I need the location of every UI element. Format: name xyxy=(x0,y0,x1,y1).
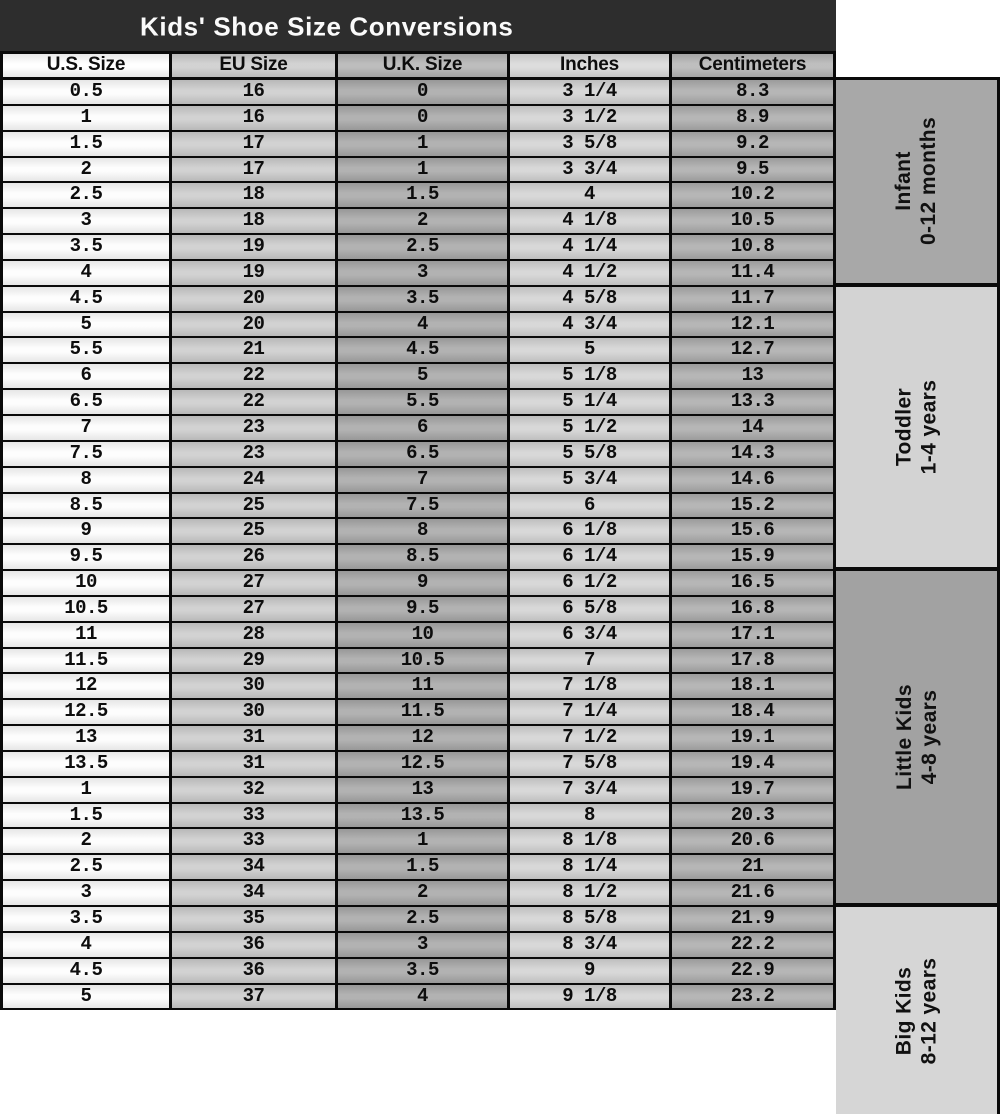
col-header-centimeters: Centimeters xyxy=(672,54,836,80)
table-cell: 9 xyxy=(338,571,510,597)
table-cell: 6 1/4 xyxy=(510,545,672,571)
age-band-text xyxy=(892,684,942,790)
table-cell: 10.5 xyxy=(3,597,172,623)
table-cell: 12 xyxy=(338,726,510,752)
table-cell: 30 xyxy=(172,700,338,726)
table-cell: 1.5 xyxy=(3,804,172,830)
table-cell: 15.6 xyxy=(672,519,836,545)
table-cell: 7 xyxy=(338,468,510,494)
table-cell: 31 xyxy=(172,726,338,752)
table-cell: 29 xyxy=(172,649,338,675)
table-cell: 11 xyxy=(338,674,510,700)
table-cell: 4 xyxy=(3,933,172,959)
table-cell: 5 5/8 xyxy=(510,442,672,468)
table-cell: 3 1/4 xyxy=(510,80,672,106)
table-cell: 17 xyxy=(172,158,338,184)
table-cell: 0 xyxy=(338,106,510,132)
table-cell: 19.1 xyxy=(672,726,836,752)
table-cell: 8 xyxy=(510,804,672,830)
table-cell: 9 xyxy=(3,519,172,545)
table-cell: 25 xyxy=(172,494,338,520)
table-cell: 5 3/4 xyxy=(510,468,672,494)
table-cell: 1 xyxy=(3,778,172,804)
table-cell: 13.3 xyxy=(672,390,836,416)
table-cell: 8 1/4 xyxy=(510,855,672,881)
table-cell: 20 xyxy=(172,313,338,339)
table-cell: 3.5 xyxy=(3,235,172,261)
table-cell: 6 xyxy=(338,416,510,442)
table-cell: 12.5 xyxy=(3,700,172,726)
table-cell: 10.5 xyxy=(672,209,836,235)
table-cell: 6 xyxy=(510,494,672,520)
table-cell: 21 xyxy=(172,338,338,364)
col-header-eu-size: EU Size xyxy=(172,54,338,80)
table-cell: 16 xyxy=(172,80,338,106)
table-cell: 2.5 xyxy=(3,855,172,881)
table-cell: 4 xyxy=(338,313,510,339)
table-cell: 4 3/4 xyxy=(510,313,672,339)
table-cell: 5 xyxy=(3,985,172,1011)
table-cell: 13.5 xyxy=(3,752,172,778)
table-cell: 3 3/4 xyxy=(510,158,672,184)
table-cell: 13 xyxy=(338,778,510,804)
table-cell: 26 xyxy=(172,545,338,571)
table-cell: 12.5 xyxy=(338,752,510,778)
table-cell: 8 1/2 xyxy=(510,881,672,907)
table-cell: 12.7 xyxy=(672,338,836,364)
age-band-range: 0-12 months xyxy=(917,117,941,246)
table-cell: 5 1/2 xyxy=(510,416,672,442)
table-cell: 1 xyxy=(3,106,172,132)
table-cell: 22 xyxy=(172,390,338,416)
table-cell: 14.6 xyxy=(672,468,836,494)
age-band-range: 1-4 years xyxy=(917,379,941,475)
table-cell: 4 1/8 xyxy=(510,209,672,235)
table-cell: 5.5 xyxy=(338,390,510,416)
table-cell: 17 xyxy=(172,132,338,158)
table-cell: 35 xyxy=(172,907,338,933)
table-cell: 7 xyxy=(510,649,672,675)
table-cell: 6.5 xyxy=(3,390,172,416)
table-cell: 6 1/2 xyxy=(510,571,672,597)
table-cell: 18.1 xyxy=(672,674,836,700)
table-cell: 10.8 xyxy=(672,235,836,261)
table-cell: 4.5 xyxy=(338,338,510,364)
table-cell: 6 1/8 xyxy=(510,519,672,545)
table-cell: 3 xyxy=(338,261,510,287)
age-band-infant xyxy=(836,80,1000,287)
table-cell: 7.5 xyxy=(3,442,172,468)
age-band-range: 8-12 years xyxy=(917,957,941,1064)
table-cell: 32 xyxy=(172,778,338,804)
table-cell: 1.5 xyxy=(338,183,510,209)
table-cell: 16.5 xyxy=(672,571,836,597)
table-cell: 7 xyxy=(3,416,172,442)
table-cell: 8.5 xyxy=(338,545,510,571)
table-cell: 8 5/8 xyxy=(510,907,672,933)
age-band-little-kids xyxy=(836,571,1000,907)
table-cell: 23 xyxy=(172,442,338,468)
table-cell: 1.5 xyxy=(338,855,510,881)
age-band-big-kids xyxy=(836,907,1000,1114)
table-cell: 14.3 xyxy=(672,442,836,468)
table-cell: 5 xyxy=(338,364,510,390)
table-cell: 9 1/8 xyxy=(510,985,672,1011)
table-cell: 2 xyxy=(338,209,510,235)
table-cell: 10.2 xyxy=(672,183,836,209)
table-cell: 3.5 xyxy=(338,287,510,313)
table-cell: 8 xyxy=(3,468,172,494)
table-cell: 2 xyxy=(3,829,172,855)
table-cell: 3 xyxy=(338,933,510,959)
table-cell: 22 xyxy=(172,364,338,390)
table-cell: 19 xyxy=(172,261,338,287)
table-cell: 3 xyxy=(3,881,172,907)
table-cell: 11.7 xyxy=(672,287,836,313)
table-cell: 20.6 xyxy=(672,829,836,855)
table-cell: 9.5 xyxy=(672,158,836,184)
table-cell: 7 1/4 xyxy=(510,700,672,726)
table-cell: 36 xyxy=(172,959,338,985)
table-cell: 31 xyxy=(172,752,338,778)
table-cell: 33 xyxy=(172,804,338,830)
title-bar xyxy=(0,0,836,54)
col-header-inches: Inches xyxy=(510,54,672,80)
col-header-us-size: U.S. Size xyxy=(3,54,172,80)
age-band-text xyxy=(892,380,942,475)
table-cell: 6 3/4 xyxy=(510,623,672,649)
table-cell: 6 5/8 xyxy=(510,597,672,623)
table-cell: 5 xyxy=(510,338,672,364)
table-cell: 11 xyxy=(3,623,172,649)
table-cell: 7 5/8 xyxy=(510,752,672,778)
table-cell: 3.5 xyxy=(3,907,172,933)
age-band-range: 4-8 years xyxy=(917,689,941,785)
table-cell: 19.4 xyxy=(672,752,836,778)
table-cell: 21 xyxy=(672,855,836,881)
table-cell: 4 xyxy=(3,261,172,287)
table-cell: 7 1/8 xyxy=(510,674,672,700)
table-cell: 8 3/4 xyxy=(510,933,672,959)
table-cell: 9.5 xyxy=(338,597,510,623)
table-cell: 2.5 xyxy=(338,235,510,261)
table-cell: 19.7 xyxy=(672,778,836,804)
table-cell: 4 1/4 xyxy=(510,235,672,261)
table-cell: 9.2 xyxy=(672,132,836,158)
table-cell: 7 1/2 xyxy=(510,726,672,752)
table-cell: 21.6 xyxy=(672,881,836,907)
table-cell: 7 3/4 xyxy=(510,778,672,804)
table-cell: 13 xyxy=(672,364,836,390)
table-cell: 5 1/8 xyxy=(510,364,672,390)
table-cell: 8.3 xyxy=(672,80,836,106)
table-cell: 3 5/8 xyxy=(510,132,672,158)
table-cell: 18 xyxy=(172,209,338,235)
table-cell: 9.5 xyxy=(3,545,172,571)
table-cell: 0.5 xyxy=(3,80,172,106)
table-cell: 11.4 xyxy=(672,261,836,287)
table-cell: 10 xyxy=(338,623,510,649)
age-band-label: Toddler xyxy=(892,387,916,467)
table-cell: 33 xyxy=(172,829,338,855)
age-band-toddler xyxy=(836,287,1000,571)
table-cell: 11.5 xyxy=(338,700,510,726)
table-cell: 16 xyxy=(172,106,338,132)
table-cell: 8 xyxy=(338,519,510,545)
table-cell: 12 xyxy=(3,674,172,700)
table-cell: 34 xyxy=(172,881,338,907)
table-cell: 15.9 xyxy=(672,545,836,571)
table-cell: 18 xyxy=(172,183,338,209)
age-group-column xyxy=(836,77,1000,1114)
table-cell: 10.5 xyxy=(338,649,510,675)
table-cell: 22.9 xyxy=(672,959,836,985)
table-cell: 4 1/2 xyxy=(510,261,672,287)
table-cell: 24 xyxy=(172,468,338,494)
table-cell: 13 xyxy=(3,726,172,752)
age-band-label: Infant xyxy=(892,151,916,212)
table-cell: 27 xyxy=(172,571,338,597)
table-cell: 4 xyxy=(338,985,510,1011)
table-cell: 16.8 xyxy=(672,597,836,623)
table-cell: 36 xyxy=(172,933,338,959)
table-cell: 7.5 xyxy=(338,494,510,520)
table-cell: 1.5 xyxy=(3,132,172,158)
table-cell: 5.5 xyxy=(3,338,172,364)
table-cell: 23 xyxy=(172,416,338,442)
table-cell: 37 xyxy=(172,985,338,1011)
table-cell: 2 xyxy=(3,158,172,184)
table-cell: 3 1/2 xyxy=(510,106,672,132)
table-cell: 27 xyxy=(172,597,338,623)
table-cell: 3 xyxy=(3,209,172,235)
table-cell: 13.5 xyxy=(338,804,510,830)
table-cell: 2.5 xyxy=(338,907,510,933)
table-cell: 4.5 xyxy=(3,287,172,313)
age-band-text xyxy=(891,957,941,1064)
table-cell: 11.5 xyxy=(3,649,172,675)
table-cell: 25 xyxy=(172,519,338,545)
table-cell: 28 xyxy=(172,623,338,649)
age-band-label: Big Kids xyxy=(892,966,916,1055)
age-band-label: Little Kids xyxy=(892,684,916,791)
table-cell: 1 xyxy=(338,829,510,855)
table-cell: 8.9 xyxy=(672,106,836,132)
age-band-text xyxy=(892,117,942,245)
table-cell: 12.1 xyxy=(672,313,836,339)
table-cell: 4 xyxy=(510,183,672,209)
table-cell: 18.4 xyxy=(672,700,836,726)
table-cell: 0 xyxy=(338,80,510,106)
table-cell: 2.5 xyxy=(3,183,172,209)
table-cell: 34 xyxy=(172,855,338,881)
table-cell: 5 1/4 xyxy=(510,390,672,416)
table-cell: 6 xyxy=(3,364,172,390)
table-cell: 8.5 xyxy=(3,494,172,520)
table-cell: 23.2 xyxy=(672,985,836,1011)
page-title: Kids' Shoe Size Conversions xyxy=(140,11,514,42)
table-cell: 8 1/8 xyxy=(510,829,672,855)
table-cell: 19 xyxy=(172,235,338,261)
table-cell: 14 xyxy=(672,416,836,442)
table-cell: 3.5 xyxy=(338,959,510,985)
table-cell: 1 xyxy=(338,132,510,158)
table-cell: 4.5 xyxy=(3,959,172,985)
table-cell: 22.2 xyxy=(672,933,836,959)
table-cell: 10 xyxy=(3,571,172,597)
table-cell: 5 xyxy=(3,313,172,339)
table-cell: 6.5 xyxy=(338,442,510,468)
table-cell: 9 xyxy=(510,959,672,985)
table-cell: 17.1 xyxy=(672,623,836,649)
table-cell: 1 xyxy=(338,158,510,184)
table-cell: 17.8 xyxy=(672,649,836,675)
table-cell: 30 xyxy=(172,674,338,700)
table-cell: 2 xyxy=(338,881,510,907)
table-cell: 20.3 xyxy=(672,804,836,830)
table-cell: 20 xyxy=(172,287,338,313)
col-header-uk-size: U.K. Size xyxy=(338,54,510,80)
table-cell: 21.9 xyxy=(672,907,836,933)
table-cell: 4 5/8 xyxy=(510,287,672,313)
conversion-table xyxy=(0,51,836,1010)
table-cell: 15.2 xyxy=(672,494,836,520)
